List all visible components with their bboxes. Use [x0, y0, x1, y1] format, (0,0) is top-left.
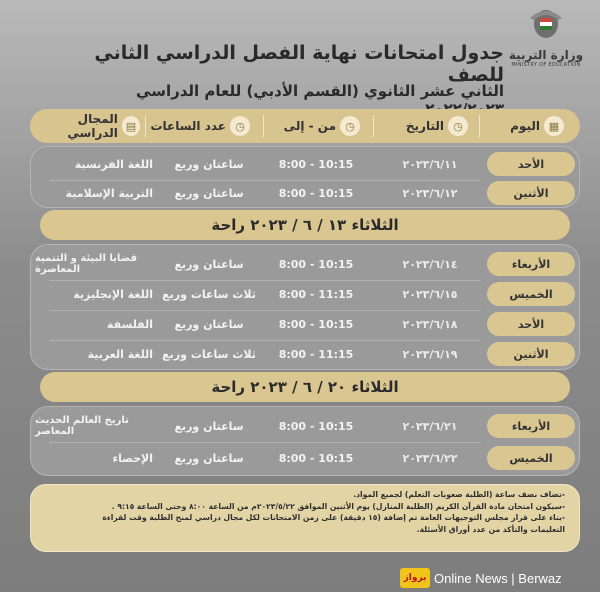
day-pill: الأحد: [487, 152, 575, 176]
exam-subject: التربية الإسلامية: [65, 186, 153, 200]
exam-date: ٢٠٢٣/٦/١٤: [402, 257, 458, 271]
header-date: [378, 109, 468, 143]
header-date-label: التاريخ: [405, 119, 444, 133]
clock-icon: ◷: [230, 116, 250, 136]
header-hours: [150, 109, 250, 143]
exam-duration: ساعتان وربع: [174, 186, 244, 200]
footer-source: Online News | Berwaz: [434, 570, 562, 586]
exam-duration: ساعتان وربع: [174, 419, 244, 433]
calendar-icon: ▦: [544, 116, 564, 136]
note-line: -سيكون امتحان مادة القرآن الكريم (الطلبة المنازل) يوم الأثنين الموافق ٢٠٢٣/٥/٢٢م من الساعة ٨:٠٠ وحتى الساعة ٩:١٥ .: [111, 501, 565, 511]
exam-subject: اللغة الإنجليزية: [73, 287, 153, 301]
ministry-logo: [508, 4, 584, 68]
header-divider: [479, 115, 480, 137]
day-pill: الأربعاء: [487, 414, 575, 438]
note-line: -تضاف نصف ساعة (الطلبة صعوبات التعلم) لجميع المواد.: [353, 490, 565, 499]
exam-duration: ساعتان وربع: [174, 157, 244, 171]
header-day: [484, 109, 564, 143]
exam-subject: اللغة العربية: [87, 347, 153, 361]
clock-icon: ◷: [340, 116, 360, 136]
table-row: [31, 340, 581, 368]
page-title: جدول امتحانات نهاية الفصل الدراسي الثاني للصف: [94, 42, 504, 86]
note-line: -بناء على قرار مجلس التوجيهات العامة تم إضافة (١٥ دقيقة) على زمن الامتحانات لكل مجال دراسي لمنح الطلبة وقت لقراءة: [102, 513, 565, 522]
source-footer: [400, 566, 600, 590]
day-pill: الخميس: [487, 282, 575, 306]
header-subject-label: المجال الدراسي: [67, 112, 118, 140]
exam-subject: تاريخ العالم الحديث المعاصر: [35, 415, 129, 437]
exam-time: 10:15 - 8:00: [278, 451, 354, 465]
header-day-label: اليوم: [510, 119, 540, 133]
row-divider: [49, 442, 481, 443]
table-row: [31, 310, 581, 338]
exam-subject: الإحصاء: [112, 451, 153, 465]
exam-duration: ثلاث ساعات وربع: [162, 287, 256, 301]
notes-box: [30, 484, 580, 552]
exam-date: ٢٠٢٣/٦/٢١: [402, 419, 458, 433]
note-line: التعليمات والتأكد من عدد أوراق الأسئلة.: [416, 524, 565, 534]
header-hours-label: عدد الساعات: [150, 119, 226, 133]
book-icon: ▤: [122, 116, 140, 136]
day-pill: الخميس: [487, 446, 575, 470]
berwaz-logo-icon: برواز: [400, 568, 430, 588]
schedule-panel: [30, 244, 580, 370]
table-row: [31, 280, 581, 308]
day-pill: الأربعاء: [487, 252, 575, 276]
header-time-label: من - إلى: [283, 119, 336, 133]
header-subject: [32, 109, 140, 143]
schedule-panel: [30, 406, 580, 476]
kuwait-emblem-icon: [524, 4, 568, 42]
exam-duration: ساعتان وربع: [174, 451, 244, 465]
exam-time: 11:15 - 8:00: [278, 287, 354, 301]
exam-time: 10:15 - 8:00: [278, 186, 354, 200]
exam-time: 11:15 - 8:00: [278, 347, 354, 361]
header-divider: [373, 115, 374, 137]
exam-date: ٢٠٢٣/٦/١٨: [402, 317, 458, 331]
exam-date: ٢٠٢٣/٦/١٢: [402, 186, 458, 200]
header-time: [268, 109, 360, 143]
exam-date: ٢٠٢٣/٦/١١: [402, 157, 458, 171]
exam-time: 10:15 - 8:00: [278, 317, 354, 331]
rest-day-banner: الثلاثاء ٢٠ / ٦ / ٢٠٢٣ راحة: [40, 372, 570, 402]
header-divider: [145, 115, 146, 137]
day-pill: الأحد: [487, 312, 575, 336]
exam-subject: الفلسفة: [106, 317, 153, 331]
exam-subject: قضايا البيئة و التنمية المعاصرة: [35, 253, 138, 275]
exam-time: 10:15 - 8:00: [278, 157, 354, 171]
exam-duration: ساعتان وربع: [174, 257, 244, 271]
header-divider: [263, 115, 264, 137]
exam-date: ٢٠٢٣/٦/١٩: [402, 347, 458, 361]
table-row: [31, 412, 581, 440]
table-header: [30, 109, 580, 143]
ministry-name-en: MINISTRY OF EDUCATION: [511, 62, 581, 68]
exam-duration: ساعتان وربع: [174, 317, 244, 331]
exam-duration: ثلاث ساعات وربع: [162, 347, 256, 361]
table-row: [31, 250, 581, 278]
rest-day-banner: الثلاثاء ١٣ / ٦ / ٢٠٢٣ راحة: [40, 210, 570, 240]
exam-date: ٢٠٢٣/٦/١٥: [402, 287, 458, 301]
day-pill: الأثنين: [487, 181, 575, 205]
page-subtitle: الثاني عشر الثانوي (القسم الأدبي) للعام الدراسي: [136, 82, 504, 100]
exam-time: 10:15 - 8:00: [278, 257, 354, 271]
ministry-name-ar: وزارة التربية: [508, 48, 584, 62]
day-pill: الأثنين: [487, 342, 575, 366]
table-row: [31, 150, 581, 178]
clock-icon: ◷: [448, 116, 468, 136]
exam-subject: اللغة الفرنسية: [74, 157, 153, 171]
exam-date: ٢٠٢٣/٦/٢٢: [402, 451, 458, 465]
exam-time: 10:15 - 8:00: [278, 419, 354, 433]
table-row: [31, 444, 581, 472]
table-row: [31, 179, 581, 207]
schedule-panel: [30, 146, 580, 208]
